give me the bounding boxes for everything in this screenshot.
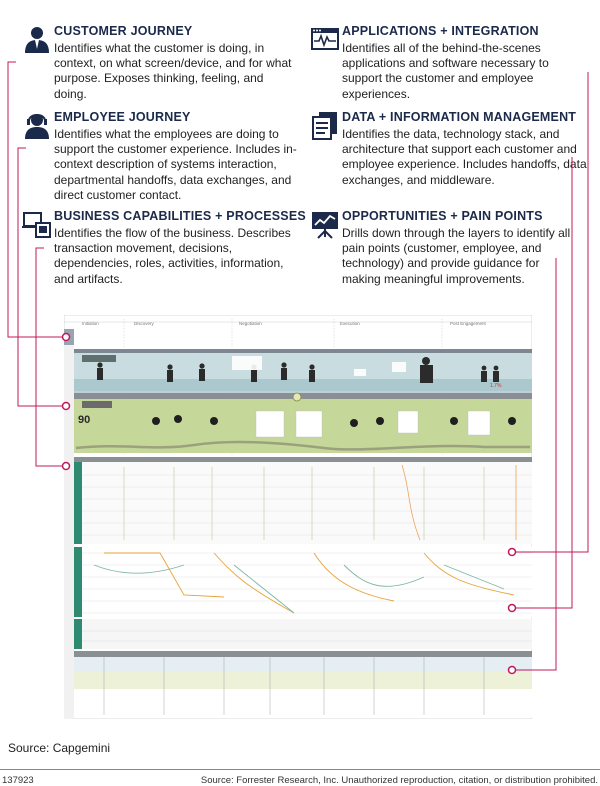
customer-journey-body: Identifies what the customer is doing, in context, on what screen/device, and for what purpose. Exposes thinking, feeling, and doing.: [54, 41, 292, 101]
phase-label-discovery: Discovery: [134, 321, 154, 326]
footer-divider: [0, 769, 600, 770]
footer-document-id: 137923: [2, 775, 34, 786]
business-capabilities-title: BUSINESS CAPABILITIES + PROCESSES: [54, 209, 306, 223]
applications-integration-body: Identifies all of the behind-the-scenes applications and software necessary to support the customer and employee experiences.: [342, 41, 549, 101]
sample-percent: 1.7%: [490, 383, 502, 389]
sample-value: 90: [78, 414, 91, 426]
source-caption: Source: Capgemini: [8, 741, 111, 755]
phase-label-initiation: Initiation: [82, 321, 99, 326]
phase-label-negotiation: Negotiation: [239, 321, 262, 326]
employee-journey-title: EMPLOYEE JOURNEY: [54, 110, 191, 124]
data-information-body: Identifies the data, technology stack, and architecture that support each customer and employee experience. Includes handoffs, data exchanges, and middleware.: [342, 127, 587, 187]
applications-integration-title: APPLICATIONS + INTEGRATION: [342, 24, 539, 38]
phase-label-post-engagement: Post Engagement: [450, 321, 486, 326]
data-information-title: DATA + INFORMATION MANAGEMENT: [342, 110, 577, 124]
business-capabilities-body: Identifies the flow of the business. Describes transaction movement, decisions, dependencies, roles, activities, information, and artifacts.: [54, 226, 291, 286]
customer-journey-title: CUSTOMER JOURNEY: [54, 24, 193, 38]
phase-label-execution: Execution: [340, 321, 360, 326]
footer-copyright-note: Source: Forrester Research, Inc. Unauthorized reproduction, citation, or distribution prohibited.: [200, 775, 598, 786]
employee-journey-body: Identifies what the employees are doing to support the customer experience. Includes in-context description of systems interaction, departmental handoffs, data exchanges, and direct customer contact.: [54, 127, 297, 202]
opportunities-pain-points-title: OPPORTUNITIES + PAIN POINTS: [342, 209, 543, 223]
opportunities-pain-points-body: Drills down through the layers to identify all pain points (customer, employee, and technology) and provide guidance for making meaningful improvements.: [342, 226, 571, 286]
